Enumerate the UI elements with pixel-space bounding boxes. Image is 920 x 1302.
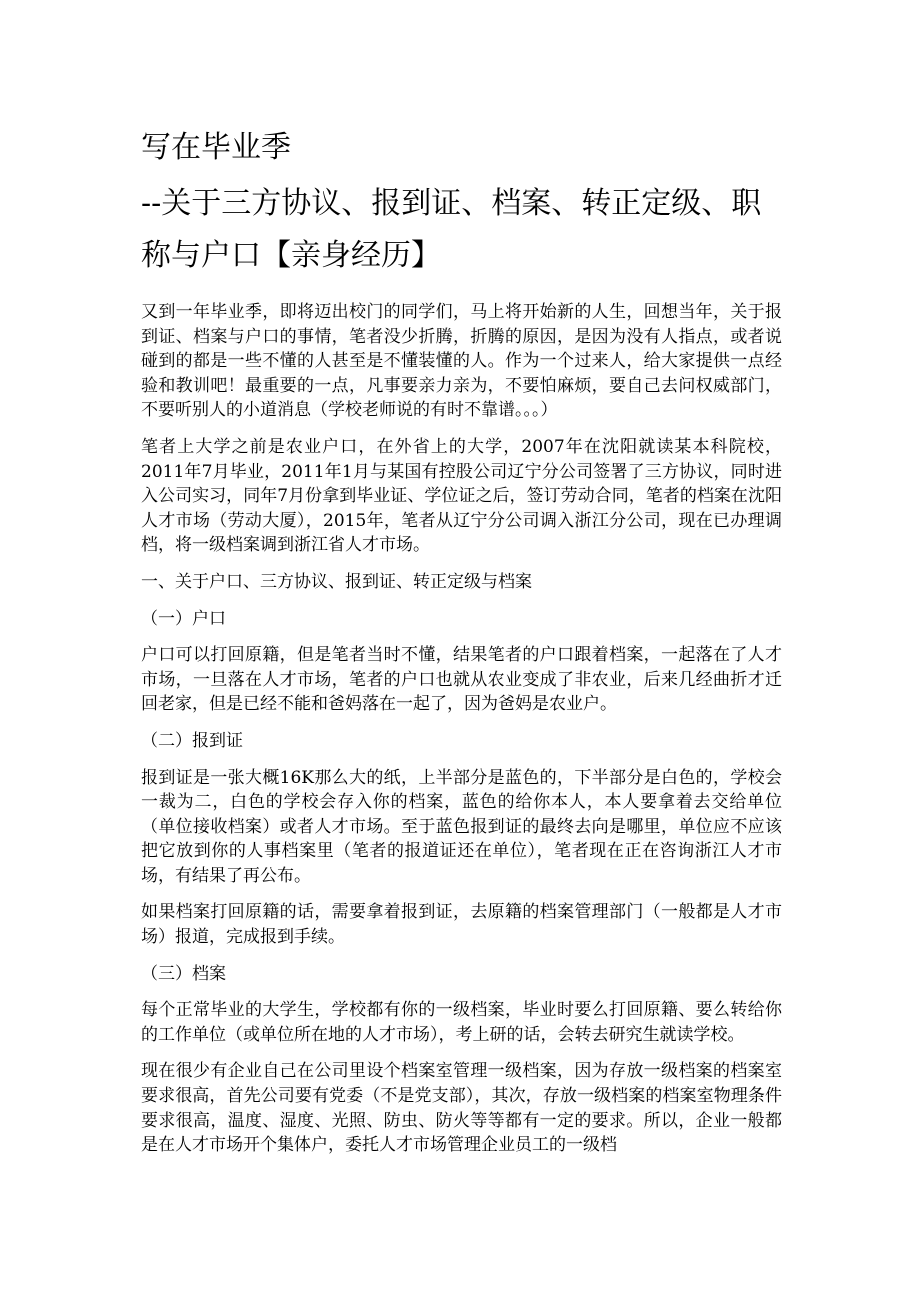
paragraph-archive-storage: 现在很少有企业自己在公司里设个档案室管理一级档案，因为存放一级档案的档案室要求很高，首先公司要有党委（不是党支部），其次，存放一级档案的档案室物理条件要求很高，温度、湿度、光照、防虫、防火等等都有一定的要求。所以，企业一般都是在人才市场开个集体户，委托人才市场管理企业员工的一级档 bbox=[141, 1061, 782, 1156]
paragraph-report-card-origin: 如果档案打回原籍的话，需要拿着报到证，去原籍的档案管理部门（一般都是人才市场）报道，完成报到手续。 bbox=[141, 902, 782, 948]
paragraph-archive: 每个正常毕业的大学生，学校都有你的一级档案，毕业时要么打回原籍、要么转给你的工作单位（或单位所在地的人才市场），考上研的话，会转去研究生就读学校。 bbox=[141, 1000, 782, 1045]
paragraph-intro: 又到一年毕业季，即将迈出校门的同学们，马上将开始新的人生，回想当年，关于报到证、档案与户口的事情，笔者没少折腾，折腾的原因，是因为没有人指点，或者说碰到的都是一些不懂的人甚至是不懂装懂的人。作为一个过来人，给大家提供一点经验和教训吧！最重要的一点，凡事要亲力亲为，不要怕麻烦，要自己去问权威部门，不要听别人的小道消息（学校老师说的有时不靠谱。。。） bbox=[141, 302, 782, 421]
subsection-heading-hukou: （一）户口 bbox=[141, 608, 226, 629]
section-heading-1: 一、关于户口、三方协议、报到证、转正定级与档案 bbox=[141, 571, 532, 592]
document-title: 写在毕业季 bbox=[141, 130, 291, 165]
paragraph-report-card: 报到证是一张大概16K那么大的纸，上半部分是蓝色的，下半部分是白色的，学校会一裁为二，白色的学校会存入你的档案，蓝色的给你本人，本人要拿着去交给单位（单位接收档案）或者人才市场。至于蓝色报到证的最终去向是哪里，单位应不应该把它放到你的人事档案里（笔者的报道证还在单位），笔者现在正在咨询浙江人才市场，有结果了再公布。 bbox=[141, 767, 782, 886]
subsection-heading-report-card: （二）报到证 bbox=[141, 730, 243, 751]
paragraph-background: 笔者上大学之前是农业户口，在外省上的大学，2007年在沈阳就读某本科院校，2011年7月毕业，2011年1月与某国有控股公司辽宁分公司签署了三方协议，同时进入公司实习，同年7月份拿到毕业证、学位证之后，签订劳动合同，笔者的档案在沈阳人才市场（劳动大厦），2015年，笔者从辽宁分公司调入浙江分公司，现在已办理调档，将一级档案调到浙江省人才市场。 bbox=[141, 436, 782, 556]
subsection-heading-archive: （三）档案 bbox=[141, 963, 226, 984]
document-subtitle: --关于三方协议、报到证、档案、转正定级、职称与户口【亲身经历】 bbox=[141, 186, 762, 273]
paragraph-hukou: 户口可以打回原籍，但是笔者当时不懂，结果笔者的户口跟着档案，一起落在了人才市场，一旦落在人才市场，笔者的户口也就从农业变成了非农业，后来几经曲折才迁回老家，但是已经不能和爸妈落在一起了，因为爸妈是农业户。 bbox=[141, 645, 782, 715]
document-page bbox=[141, 128, 782, 1170]
